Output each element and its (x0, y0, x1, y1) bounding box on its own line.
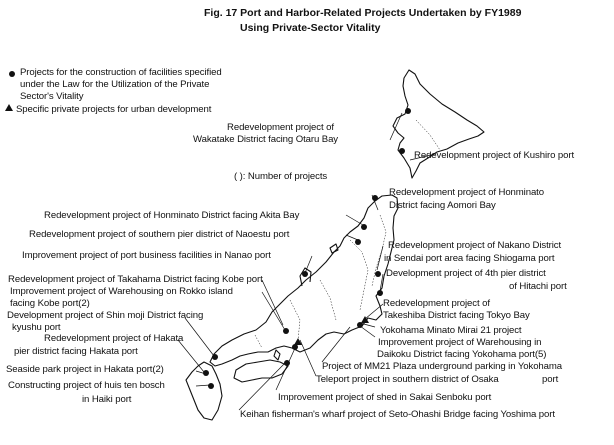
label-otaru-line2: Wakatake District facing Otaru Bay (193, 134, 338, 145)
marker-kushiro (399, 148, 405, 154)
label-otaru-line1: Redevelopment project of (227, 122, 334, 133)
hokkaido-outline (393, 70, 484, 178)
marker-hakata (203, 370, 209, 376)
label-kobe-takahama: Redevelopment project of Takahama District facing Kobe port (8, 274, 263, 285)
label-mm21-plaza-line1: Project of MM21 Plaza underground parking in Yokohama (322, 361, 563, 372)
label-akita: Redevelopment project of Honminato District facing Akita Bay (44, 210, 300, 221)
label-mm21-plaza-line2: Teleport project in southern district of Osaka (316, 374, 499, 385)
legend-circle-line2: under the Law for the Utilization of the Private (20, 79, 210, 90)
label-naoestu: Redevelopment project of southern pier district of Naoestu port (29, 229, 290, 240)
label-nanao: Improvement project of port business facilities in Nanao port (22, 250, 271, 261)
marker-nanao (302, 271, 308, 277)
label-aomori-line1: Redevelopment project of Honminato (389, 187, 544, 198)
legend-triangle-label: Specific private projects for urban development (16, 104, 212, 115)
marker-takeshiba (361, 316, 369, 323)
label-hitachi-line1: Development project of 4th pier district (386, 268, 546, 279)
marker-naoestu (355, 239, 361, 245)
legend-number-note: ( ): Number of projects (234, 171, 328, 182)
marker-yoshima (284, 360, 290, 366)
label-shinmoji-line1: Development project of Shin moji District facing (7, 310, 204, 321)
label-haiki-line1: Constructing project of huis ten bosch (8, 380, 165, 391)
label-sakai: Improvement project of shed in Sakai Senboku port (278, 392, 492, 403)
marker-akita (361, 224, 367, 230)
label-shiogama-line1: Redevelopment project of Nakano District (388, 240, 562, 251)
marker-aomori (372, 195, 378, 201)
label-hakata-line1: Redevelopment project of Hakata (44, 333, 184, 344)
marker-otaru (405, 108, 411, 114)
legend-circle-line3: Sector's Vitality (20, 91, 84, 102)
marker-sakai (292, 344, 298, 350)
shikoku-outline (234, 360, 288, 382)
label-haiki-line2: in Haiki port (82, 394, 132, 405)
legend-circle-line1: Projects for the construction of facilities specified (20, 67, 222, 78)
marker-shinmoji (212, 354, 218, 360)
label-rokko-line2: facing Kobe port(2) (10, 298, 90, 309)
marker-shiogama (375, 271, 381, 277)
label-takeshiba-line2: Takeshiba District facing Tokyo Bay (383, 310, 530, 321)
marker-haiki (208, 383, 214, 389)
label-shiogama-line2: in Sendai port area facing Shiogama port (384, 253, 555, 264)
awaji-island (274, 350, 280, 360)
marker-hitachi (377, 290, 383, 296)
label-takeshiba-line1: Redevelopment project of (383, 298, 490, 309)
marker-yokohama (357, 322, 363, 328)
label-hakata-line2: pier district facing Hakata port (14, 346, 138, 357)
label-seaside: Seaside park project in Hakata port(2) (6, 364, 164, 375)
label-hitachi-line2: of Hitachi port (509, 281, 567, 292)
marker-kobe (283, 328, 289, 334)
label-daikoku-line2: Daikoku District facing Yokohama port(5) (377, 349, 547, 360)
figure-title-line1: Fig. 17 Port and Harbor-Related Projects Undertaken by FY1989 (204, 7, 522, 19)
label-kushiro: Redevelopment project of Kushiro port (414, 150, 575, 161)
label-rokko-line1: Improvement project of Warehousing on Rokko island (10, 286, 233, 297)
label-aomori-line2: District facing Aomori Bay (389, 200, 496, 211)
label-daikoku-line1: Improvement project of Warehousing in (378, 337, 542, 348)
figure-title-line2: Using Private-Sector Vitality (240, 22, 381, 34)
label-mm21-plaza-line3: port (542, 374, 559, 385)
label-shinmoji-line2: kyushu port (12, 322, 61, 333)
label-keihan: Keihan fisherman's wharf project of Seto-Ohashi Bridge facing Yoshima port (240, 409, 555, 420)
label-mm21: Yokohama Minato Mirai 21 project (380, 325, 522, 336)
